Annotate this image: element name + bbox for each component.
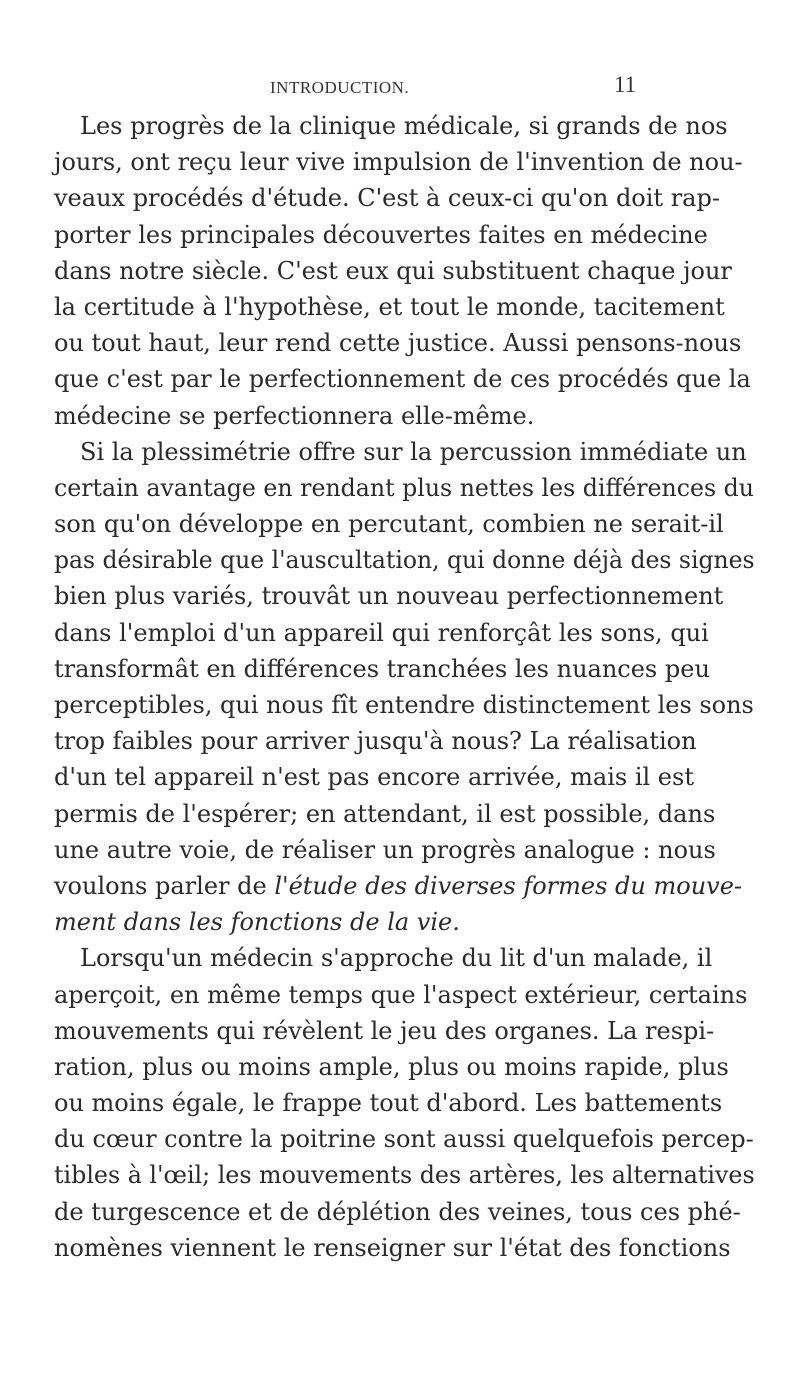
text-line: certain avantage en rendant plus nettes les différences du (54, 473, 754, 502)
text-line: voulons parler de l'étude des diverses formes du mouve- (54, 871, 743, 900)
text-line: de turgescence et de déplétion des veines, tous ces phé- (54, 1197, 741, 1226)
text-line: Si la plessimétrie offre sur la percussion immédiate un (80, 437, 747, 466)
text-line: dans l'emploi d'un appareil qui renforçât les sons, qui (54, 618, 709, 647)
text-line: pas désirable que l'auscultation, qui donne déjà des signes (54, 546, 755, 575)
text-line: ration, plus ou moins ample, plus ou moins rapide, plus (54, 1052, 729, 1081)
text-line: perceptibles, qui nous fît entendre distinctement les sons (54, 691, 754, 719)
text-line: veaux procédés d'étude. C'est à ceux-ci qu'on doit rap- (54, 184, 720, 213)
text-line: du cœur contre la poitrine sont aussi quelquefois percep- (54, 1125, 754, 1154)
text-line (54, 904, 754, 940)
text-line: bien plus variés, trouvât un nouveau perfectionnement (54, 582, 724, 611)
text-line: Lorsqu'un médecin s'approche du lit d'un malade, il (80, 944, 713, 973)
text-line: la certitude à l'hypothèse, et tout le monde, tacitement (54, 292, 725, 321)
body-text (54, 108, 754, 1266)
text-line: porter les principales découvertes faites en médecine (54, 220, 708, 249)
text-line: nomènes viennent le renseigner sur l'état des fonctions (54, 1233, 731, 1262)
text-line: médecine se perfectionnera elle-même. (54, 401, 535, 430)
text-line: permis de l'espérer; en attendant, il est possible, dans (54, 799, 716, 828)
text-line: d'un tel appareil n'est pas encore arrivée, mais il est (54, 763, 694, 792)
text-line: son qu'on développe en percutant, combien ne serait-il (54, 510, 724, 539)
text-line: trop faibles pour arriver jusqu'à nous? La réalisation (54, 727, 697, 756)
italic-phrase: ment dans les fonctions de la vie. (54, 908, 460, 937)
page-number: 11 (614, 72, 637, 97)
text-line: tibles à l'œil; les mouvements des artères, les alternatives (54, 1161, 755, 1190)
text-line: transformât en différences tranchées les nuances peu (54, 654, 710, 683)
text-line: Les progrès de la clinique médicale, si grands de nos (80, 112, 728, 140)
text-line: mouvements qui révèlent le jeu des organes. La respi- (54, 1016, 715, 1045)
text-line: que c'est par le perfectionnement de ces procédés que la (54, 365, 751, 394)
text-line: une autre voie, de réaliser un progrès analogue : nous (54, 835, 716, 864)
text-line: jours, ont reçu leur vive impulsion de l'invention de nou- (54, 148, 743, 177)
text-line: dans notre siècle. C'est eux qui substituent chaque jour (54, 256, 732, 285)
text-line: aperçoit, en même temps que l'aspect extérieur, certains (54, 980, 748, 1009)
italic-phrase: l'étude des diverses formes du mouve- (274, 871, 743, 900)
running-title: INTRODUCTION. (270, 78, 410, 97)
text-line: ou moins égale, le frappe tout d'abord. Les battements (54, 1089, 723, 1118)
text-line: ou tout haut, leur rend cette justice. Aussi pensons-nous (54, 329, 742, 358)
